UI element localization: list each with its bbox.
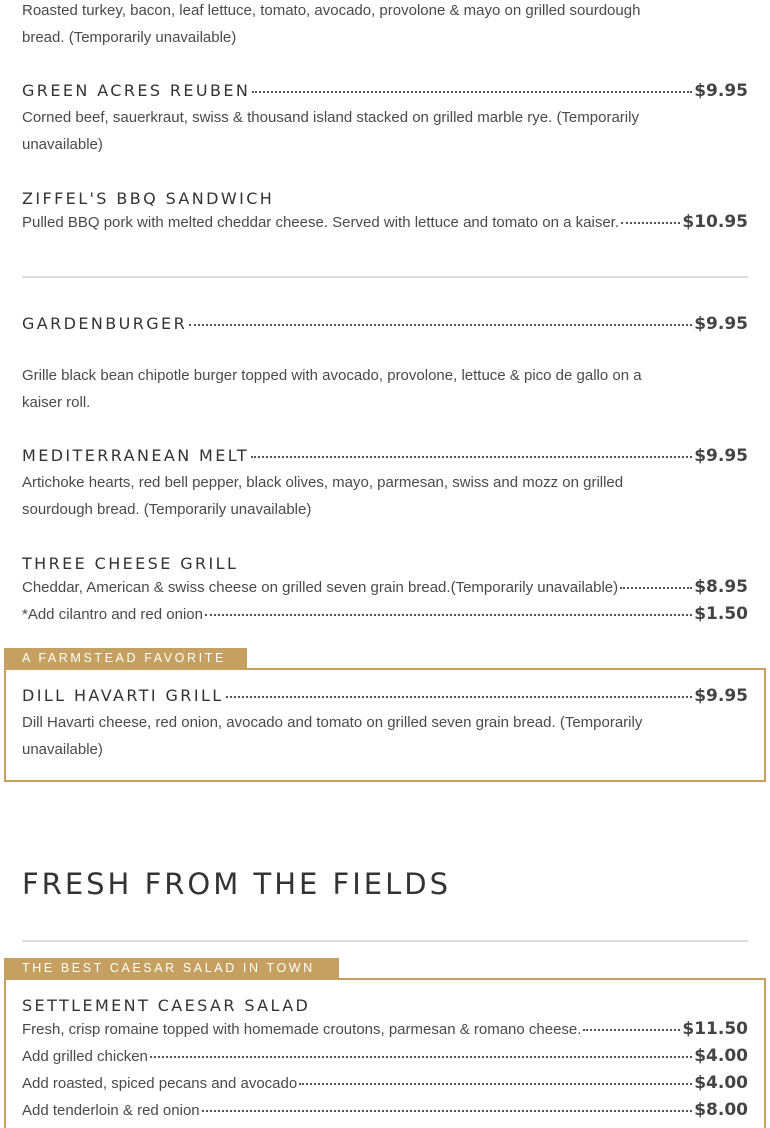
menu-item-three-cheese-grill bbox=[22, 554, 748, 631]
item-title: ZIFFEL'S BBQ SANDWICH bbox=[22, 189, 275, 208]
item-price: $9.95 bbox=[694, 446, 748, 466]
item-title-row bbox=[22, 446, 748, 468]
item-description: Corned beef, sauerkraut, swiss & thousand island stacked on grilled marble rye. (Temporarily unavailable) bbox=[22, 109, 639, 153]
menu-item-bbq-sandwich bbox=[22, 189, 748, 239]
addon-label: Add grilled chicken bbox=[22, 1048, 148, 1065]
item-title: GREEN ACRES REUBEN bbox=[22, 81, 251, 100]
addon-label: Add roasted, spiced pecans and avocado bbox=[22, 1075, 298, 1092]
item-title: THREE CHEESE GRILL bbox=[22, 554, 239, 573]
item-title-row bbox=[22, 686, 748, 708]
menu-item-dill-havarti-grill bbox=[22, 686, 748, 763]
dot-leader bbox=[251, 456, 692, 458]
addon-price: $8.00 bbox=[694, 1100, 748, 1120]
item-price: $9.95 bbox=[694, 686, 748, 706]
featured-tag: A FARMSTEAD FAVORITE bbox=[4, 648, 247, 668]
section-heading: FRESH FROM THE FIELDS bbox=[22, 867, 451, 901]
item-description: Grille black bean chipotle burger topped with avocado, provolone, lettuce & pico de gallo on a kaiser roll. bbox=[22, 367, 642, 411]
menu-item-caesar-salad bbox=[22, 996, 748, 1127]
item-title: DILL HAVARTI GRILL bbox=[22, 686, 224, 705]
item-description: Dill Havarti cheese, red onion, avocado and tomato on grilled seven grain bread. (Temporarily unavailable) bbox=[22, 714, 643, 758]
menu-item-turkey bbox=[22, 0, 748, 51]
item-price: $9.95 bbox=[694, 314, 748, 334]
dot-leader bbox=[252, 91, 692, 93]
dot-leader bbox=[299, 1083, 692, 1085]
item-title-row bbox=[22, 996, 748, 1018]
addon-row bbox=[22, 1046, 748, 1073]
dot-leader bbox=[150, 1056, 692, 1058]
item-title: MEDITERRANEAN MELT bbox=[22, 446, 250, 465]
dot-leader bbox=[620, 587, 692, 589]
item-description-row bbox=[22, 577, 748, 604]
menu-item-gardenburger bbox=[22, 314, 748, 416]
item-description: Roasted turkey, bacon, leaf lettuce, tomato, avocado, provolone & mayo on grilled sourdough bread. (Temporarily unavailable) bbox=[22, 2, 641, 46]
addon-price: $4.00 bbox=[694, 1073, 748, 1093]
item-title: GARDENBURGER bbox=[22, 314, 188, 333]
addon-row bbox=[22, 1100, 748, 1127]
item-title-row bbox=[22, 81, 748, 103]
item-description: Artichoke hearts, red bell pepper, black olives, mayo, parmesan, swiss and mozz on grilled sourdough bread. (Temporarily unavailable) bbox=[22, 474, 624, 518]
dot-leader bbox=[189, 324, 692, 326]
menu-item-mediterranean-melt bbox=[22, 446, 748, 523]
item-title-row bbox=[22, 189, 748, 211]
addon-row bbox=[22, 1073, 748, 1100]
featured-tag: THE BEST CAESAR SALAD IN TOWN bbox=[4, 958, 339, 978]
item-description: Cheddar, American & swiss cheese on grilled seven grain bread.(Temporarily unavailable) bbox=[22, 579, 619, 596]
addon-label: Add tenderloin & red onion bbox=[22, 1102, 200, 1119]
item-price: $8.95 bbox=[694, 577, 748, 597]
addon-label: *Add cilantro and red onion bbox=[22, 606, 203, 623]
item-description: Pulled BBQ pork with melted cheddar cheese. Served with lettuce and tomato on a kaiser. bbox=[22, 214, 619, 231]
item-title: SETTLEMENT CAESAR SALAD bbox=[22, 996, 311, 1015]
dot-leader bbox=[205, 614, 692, 616]
dot-leader bbox=[226, 696, 693, 698]
dot-leader bbox=[583, 1029, 680, 1031]
section-divider bbox=[22, 276, 748, 278]
addon-price: $4.00 bbox=[694, 1046, 748, 1066]
item-description-row bbox=[22, 212, 748, 239]
item-title-row bbox=[22, 314, 748, 336]
addon-price: $1.50 bbox=[694, 604, 748, 624]
dot-leader bbox=[621, 222, 680, 224]
section-divider bbox=[22, 940, 748, 942]
item-title-row bbox=[22, 554, 748, 576]
item-price: $9.95 bbox=[694, 81, 748, 101]
addon-row bbox=[22, 604, 748, 631]
item-description-row bbox=[22, 1019, 748, 1046]
dot-leader bbox=[202, 1110, 693, 1112]
item-price: $10.95 bbox=[682, 212, 748, 232]
item-description: Fresh, crisp romaine topped with homemade croutons, parmesan & romano cheese. bbox=[22, 1021, 582, 1038]
item-price: $11.50 bbox=[682, 1019, 748, 1039]
menu-item-reuben bbox=[22, 81, 748, 158]
